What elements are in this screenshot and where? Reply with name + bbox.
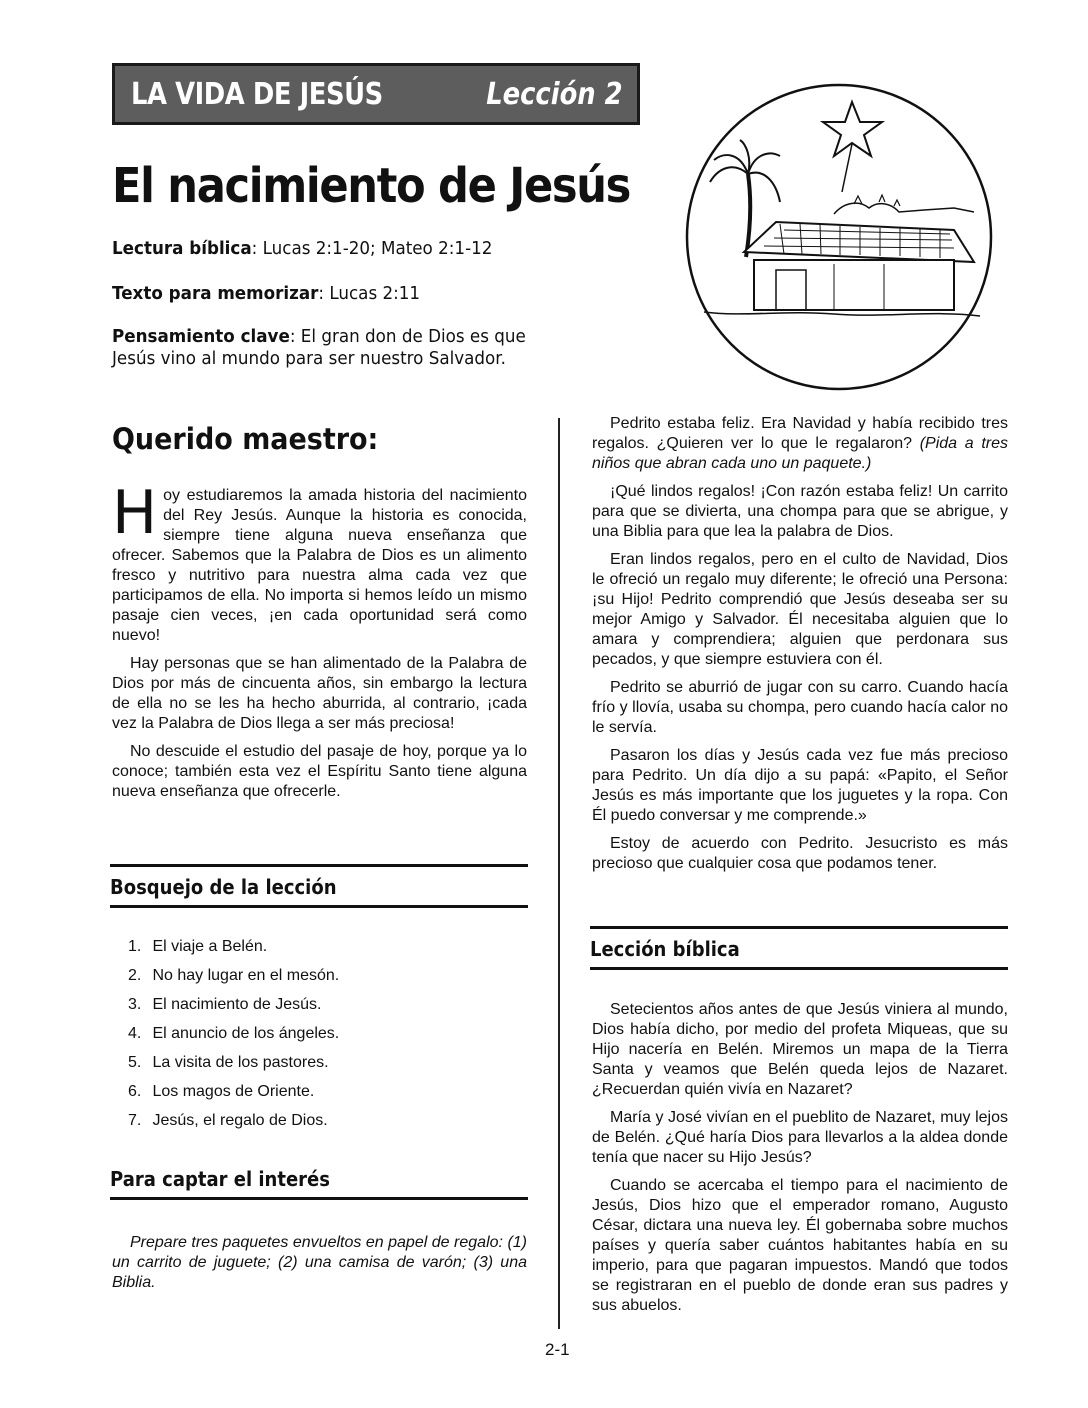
key-thought-line <box>112 326 549 370</box>
letter-paragraph-1-text: oy estudiaremos la amada historia del nacimiento del Rey Jesús. Aunque la historia es conocida, siempre tiene alguna nueva enseñanza que ofrecer. Sabemos que la Palabra de Dios es un alimento fresco y nutritivo para nuestra alma cada vez que participamos de ella. No importa si hemos leído un mismo pasaje cien veces, ¡en cada oportunidad será como nuevo! <box>112 487 527 644</box>
story-paragraph-1: Pedrito estaba feliz. Era Navidad y había recibido tres regalos. ¿Quieren ver lo que le regalaron? (Pida a tres niños que abran cada uno un paquete.) <box>592 415 1009 472</box>
interest-instructions <box>112 1233 527 1301</box>
lesson-outline-list <box>128 932 339 1135</box>
bible-lesson-section-header <box>590 926 1008 970</box>
reading-value: : Lucas 2:1-20; Mateo 2:1-12 <box>251 238 493 259</box>
memory-value: : Lucas 2:11 <box>318 283 421 304</box>
reading-label: Lectura bíblica <box>112 238 252 259</box>
memory-line <box>112 283 549 305</box>
interest-section-header <box>110 1163 528 1200</box>
reading-line <box>112 238 549 260</box>
letter-paragraph-2: Hay personas que se han alimentado de la Palabra de Dios por más de cincuenta años, sin embargo la lectura de ella no se les ha hecho aburrida, al contrario, ¡cada vez la Palabra de Dios llega a ser más preciosa! <box>112 655 527 732</box>
letter-paragraph-1 <box>112 478 527 646</box>
list-item: 5. La visita de los pastores. <box>128 1054 329 1071</box>
column-divider <box>558 418 560 1329</box>
list-item: 2. No hay lugar en el mesón. <box>128 967 340 984</box>
rule-top <box>590 926 1008 929</box>
outline-heading: Bosquejo de la lección <box>110 875 337 899</box>
key-value: : El gran don de Dios es que Jesús vino al mundo para ser nuestro Salvador. <box>112 326 526 369</box>
story-paragraph-3: Eran lindos regalos, pero en el culto de Navidad, Dios le ofreció un regalo muy diferente; le ofreció una Persona: ¡su Hijo! Pedrito comprendió que Jesús deseaba ser su mejor Amigo y Salvador. Él necesitaba alguien que lo amara y comprendiera; alguien que perdonara sus pecados, y que siempre estuviera con él. <box>592 551 1008 668</box>
story-paragraph-4: Pedrito se aburrió de jugar con su carro. Cuando hacía frío y llovía, usaba su chompa, pero cuando hacía calor no le servía. <box>592 679 1008 736</box>
story-paragraph-6: Estoy de acuerdo con Pedrito. Jesucristo es más precioso que cualquier cosa que podamos tener. <box>592 835 1008 872</box>
rule-bottom <box>590 967 1008 970</box>
series-title: LA VIDA DE JESÚS <box>131 77 383 112</box>
nativity-stable-illustration <box>684 82 994 392</box>
story-paragraph-2: ¡Qué lindos regalos! ¡Con razón estaba feliz! Un carrito para que se divierta, una chompa para que se abrigue, y una Biblia para que lea la palabra de Dios. <box>592 483 1008 540</box>
lesson-number: Lección 2 <box>486 77 623 112</box>
interest-paragraph: Prepare tres paquetes envueltos en papel de regalo: (1) un carrito de juguete; (2) una camisa de varón; (3) una Biblia. <box>112 1234 527 1291</box>
interest-heading: Para captar el interés <box>110 1167 330 1191</box>
bible-paragraph-1: Setecientos años antes de que Jesús viniera al mundo, Dios había dicho, por medio del profeta Miqueas, que su Hijo nacería en Belén. Miremos un mapa de la Tierra Santa y veamos que Belén queda lejos de Nazaret. ¿Recuerdan quién vivía en Nazaret? <box>592 1001 1008 1098</box>
teacher-letter <box>112 478 527 810</box>
lesson-banner <box>112 63 640 125</box>
list-item: 6. Los magos de Oriente. <box>128 1083 315 1100</box>
outline-section-header <box>110 864 528 908</box>
bible-paragraph-3: Cuando se acercaba el tiempo para el nacimiento de Jesús, Dios hizo que el emperador romano, Augusto César, dictara una nueva ley. Él gobernaba sobre muchos países y quería saber cuántos habitantes había en su imperio, para que pagaran impuestos. Mandó que todos se registraran en el pueblo de donde eran sus padres y sus abuelos. <box>592 1177 1008 1314</box>
story-column <box>592 414 1008 882</box>
list-item: 1. El viaje a Belén. <box>128 938 268 955</box>
list-item: 3. El nacimiento de Jesús. <box>128 996 322 1013</box>
bible-paragraph-2: María y José vivían en el pueblito de Nazaret, muy lejos de Belén. ¿Qué haría Dios para llevarlos a la aldea donde tenía que nacer su Hijo Jesús? <box>592 1109 1008 1166</box>
page-number: 2-1 <box>545 1340 570 1359</box>
drop-cap: H <box>112 478 158 548</box>
bible-lesson-heading: Lección bíblica <box>590 937 740 961</box>
letter-paragraph-3: No descuide el estudio del pasaje de hoy, porque ya lo conoce; también esta vez el Espíritu Santo tiene alguna nueva enseñanza que ofrecerle. <box>112 743 527 800</box>
key-label: Pensamiento clave <box>112 326 290 347</box>
page-title: El nacimiento de Jesús <box>112 158 631 214</box>
list-item: 7. Jesús, el regalo de Dios. <box>128 1112 328 1129</box>
rule-bottom <box>110 1197 528 1200</box>
greeting-heading: Querido maestro: <box>112 422 379 456</box>
memory-label: Texto para memorizar <box>112 283 319 304</box>
rule-bottom <box>110 905 528 908</box>
story-paragraph-5: Pasaron los días y Jesús cada vez fue más precioso para Pedrito. Un día dijo a su papá: «Papito, el Señor Jesús es más importante que los juguetes y la ropa. Con Él puedo conversar y me comprende.» <box>592 747 1008 824</box>
list-item: 4. El anuncio de los ángeles. <box>128 1025 340 1042</box>
rule-top <box>110 864 528 867</box>
bible-lesson-text <box>592 1000 1008 1324</box>
